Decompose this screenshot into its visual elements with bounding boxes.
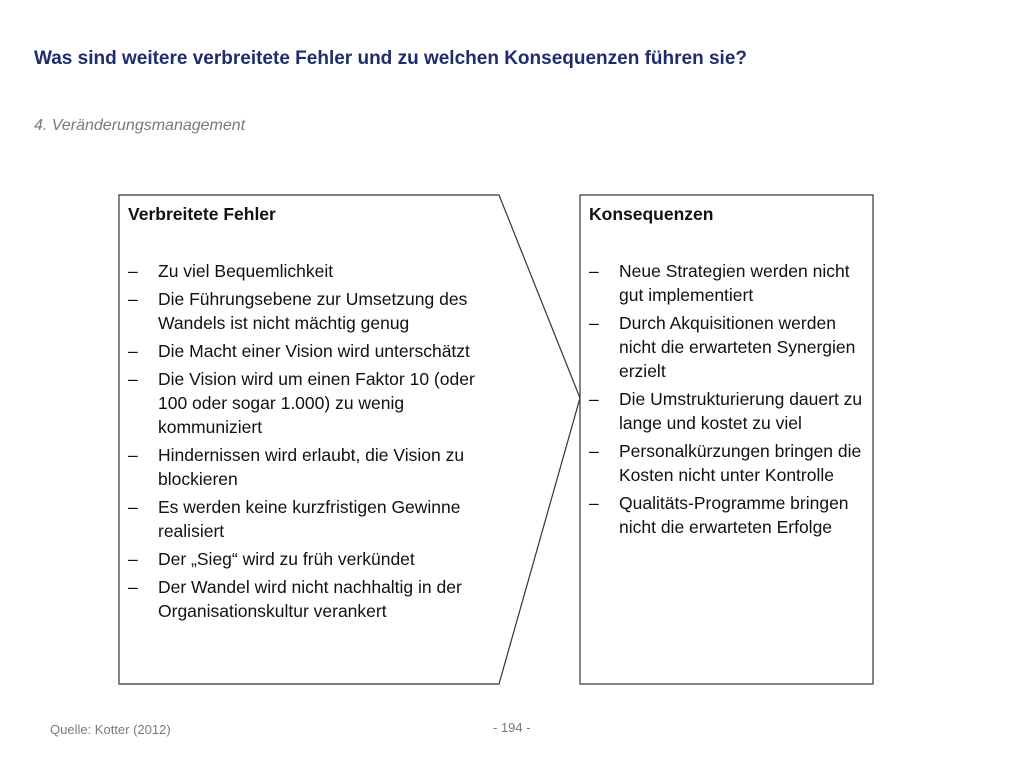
dash-bullet-icon: –: [589, 261, 599, 281]
list-item: [128, 287, 488, 335]
list-item-text: Die Umstrukturierung dauert zu lange und kostet zu viel: [619, 389, 863, 433]
list-item: [128, 259, 488, 283]
left-box-heading: Verbreitete Fehler: [128, 204, 276, 224]
list-item-text: Der „Sieg“ wird zu früh verkündet: [158, 549, 415, 569]
list-item-text: Hindernissen wird erlaubt, die Vision zu blockieren: [158, 445, 465, 489]
dash-bullet-icon: –: [128, 445, 138, 465]
list-item-text: Zu viel Bequemlichkeit: [158, 261, 334, 281]
dash-bullet-icon: –: [128, 497, 138, 517]
list-item-text: Die Führungsebene zur Umsetzung des Wandels ist nicht mächtig genug: [158, 289, 468, 333]
dash-bullet-icon: –: [128, 261, 138, 281]
list-item-text: Der Wandel wird nicht nachhaltig in der Organisationskultur verankert: [158, 577, 462, 621]
list-item-text: Qualitäts-Programme bringen nicht die erwarteten Erfolge: [619, 493, 849, 537]
list-item: [128, 575, 488, 623]
dash-bullet-icon: –: [128, 577, 138, 597]
slide-title: Was sind weitere verbreitete Fehler und zu welchen Konsequenzen führen sie?: [34, 48, 748, 69]
dash-bullet-icon: –: [589, 493, 599, 513]
list-item: [128, 339, 488, 363]
dash-bullet-icon: –: [128, 369, 138, 389]
right-box-heading: Konsequenzen: [589, 204, 714, 224]
dash-bullet-icon: –: [589, 441, 599, 461]
right-box: [589, 202, 865, 543]
slide-subtitle: 4. Veränderungsmanagement: [34, 117, 246, 134]
list-item: [589, 311, 865, 383]
left-box: [128, 202, 488, 627]
list-item: [128, 547, 488, 571]
list-item: [128, 367, 488, 439]
list-item-text: Die Macht einer Vision wird unterschätzt: [158, 341, 470, 361]
list-item-text: Neue Strategien werden nicht gut implementiert: [619, 261, 850, 305]
list-item: [589, 439, 865, 487]
list-item: [589, 491, 865, 539]
list-item: [589, 259, 865, 307]
list-item-text: Es werden keine kurzfristigen Gewinne realisiert: [158, 497, 461, 541]
list-item: [128, 495, 488, 543]
dash-bullet-icon: –: [128, 549, 138, 569]
right-box-list: [589, 259, 865, 539]
dash-bullet-icon: –: [589, 389, 599, 409]
dash-bullet-icon: –: [128, 341, 138, 361]
page-number: - 194 -: [493, 720, 531, 735]
left-box-list: [128, 259, 488, 623]
list-item: [128, 443, 488, 491]
list-item-text: Personalkürzungen bringen die Kosten nicht unter Kontrolle: [619, 441, 862, 485]
source-citation: Quelle: Kotter (2012): [50, 722, 171, 737]
list-item-text: Die Vision wird um einen Faktor 10 (oder 100 oder sogar 1.000) zu wenig kommuniziert: [158, 369, 475, 437]
list-item: [589, 387, 865, 435]
dash-bullet-icon: –: [589, 313, 599, 333]
dash-bullet-icon: –: [128, 289, 138, 309]
list-item-text: Durch Akquisitionen werden nicht die erwarteten Synergien erzielt: [619, 313, 856, 381]
